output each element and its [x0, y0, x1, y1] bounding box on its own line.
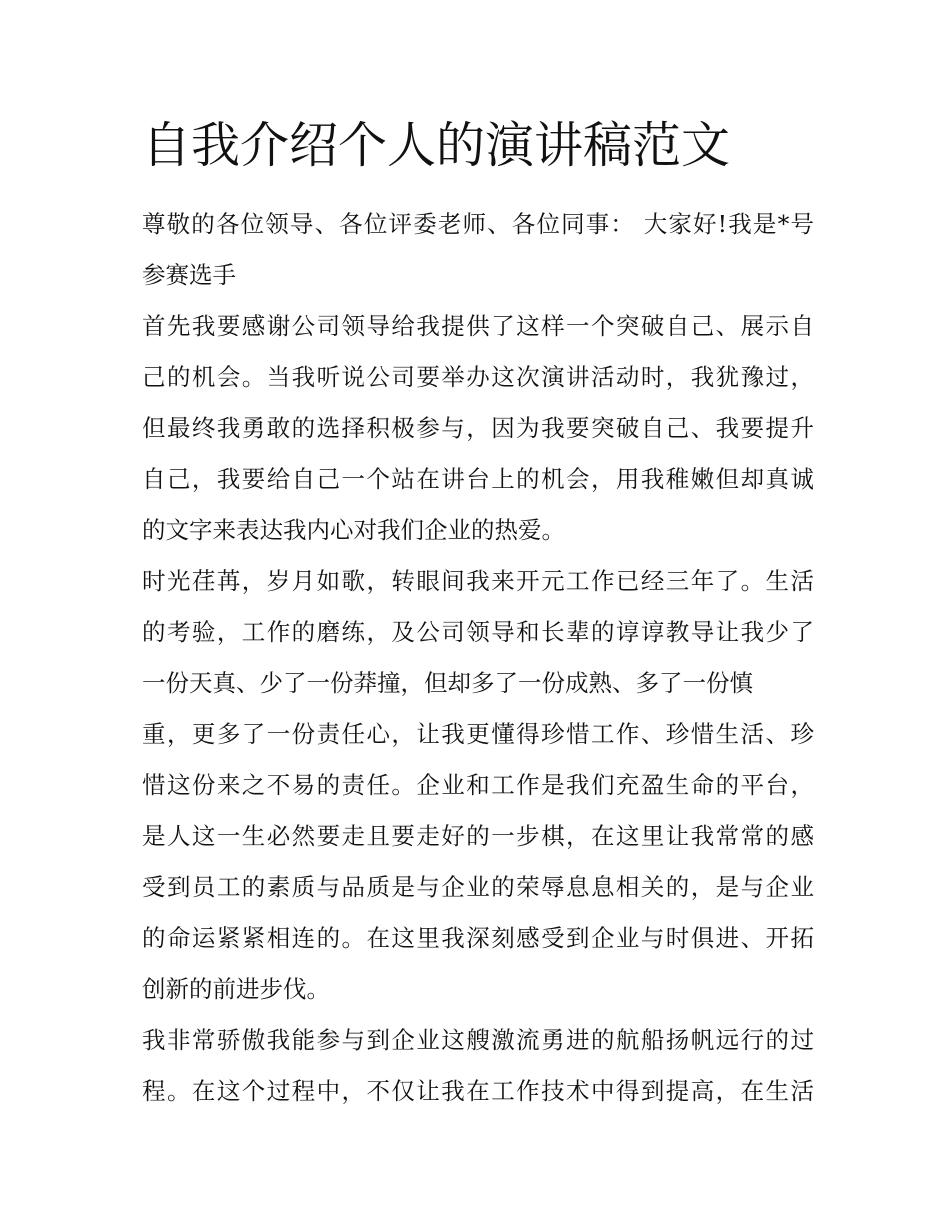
body-line: 惜这份来之不易的责任。企业和工作是我们充盈生命的平台， [142, 771, 814, 799]
body-line: 时光荏苒，岁月如歌，转眼间我来开元工作已经三年了。生活 [142, 567, 814, 595]
body-line: 的考验，工作的磨练，及公司领导和长辈的谆谆教导让我少了 [142, 618, 814, 646]
body-line: 首先我要感谢公司领导给我提供了这样一个突破自己、展示自 [142, 312, 814, 340]
body-line: 一份天真、少了一份莽撞，但却多了一份成熟、多了一份慎 [142, 669, 753, 697]
body-line: 参赛选手 [142, 261, 236, 289]
body-line: 我非常骄傲我能参与到企业这艘激流勇进的航船扬帆远行的过 [142, 1026, 814, 1054]
body-line: 己的机会。当我听说公司要举办这次演讲活动时，我犹豫过， [142, 363, 814, 391]
body-line: 的文字来表达我内心对我们企业的热爱。 [142, 516, 565, 544]
body-line: 自己，我要给自己一个站在讲台上的机会，用我稚嫩但却真诚 [142, 465, 814, 493]
body-line: 是人这一生必然要走且要走好的一步棋，在这里让我常常的感 [142, 822, 814, 850]
body-line: 创新的前进步伐。 [142, 975, 330, 1003]
document-body [142, 199, 814, 1117]
document-title: 自我介绍个人的演讲稿范文 [142, 117, 731, 174]
body-line: 的命运紧紧相连的。在这里我深刻感受到企业与时俱进、开拓 [142, 924, 814, 952]
body-line: 受到员工的素质与品质是与企业的荣辱息息相关的，是与企业 [142, 873, 814, 901]
body-line: 尊敬的各位领导、各位评委老师、各位同事： 大家好!我是*号 [142, 210, 814, 238]
body-line: 程。在这个过程中，不仅让我在工作技术中得到提高，在生活 [142, 1077, 814, 1105]
body-line: 重，更多了一份责任心，让我更懂得珍惜工作、珍惜生活、珍 [142, 720, 814, 748]
body-line: 但最终我勇敢的选择积极参与，因为我要突破自己、我要提升 [142, 414, 814, 442]
